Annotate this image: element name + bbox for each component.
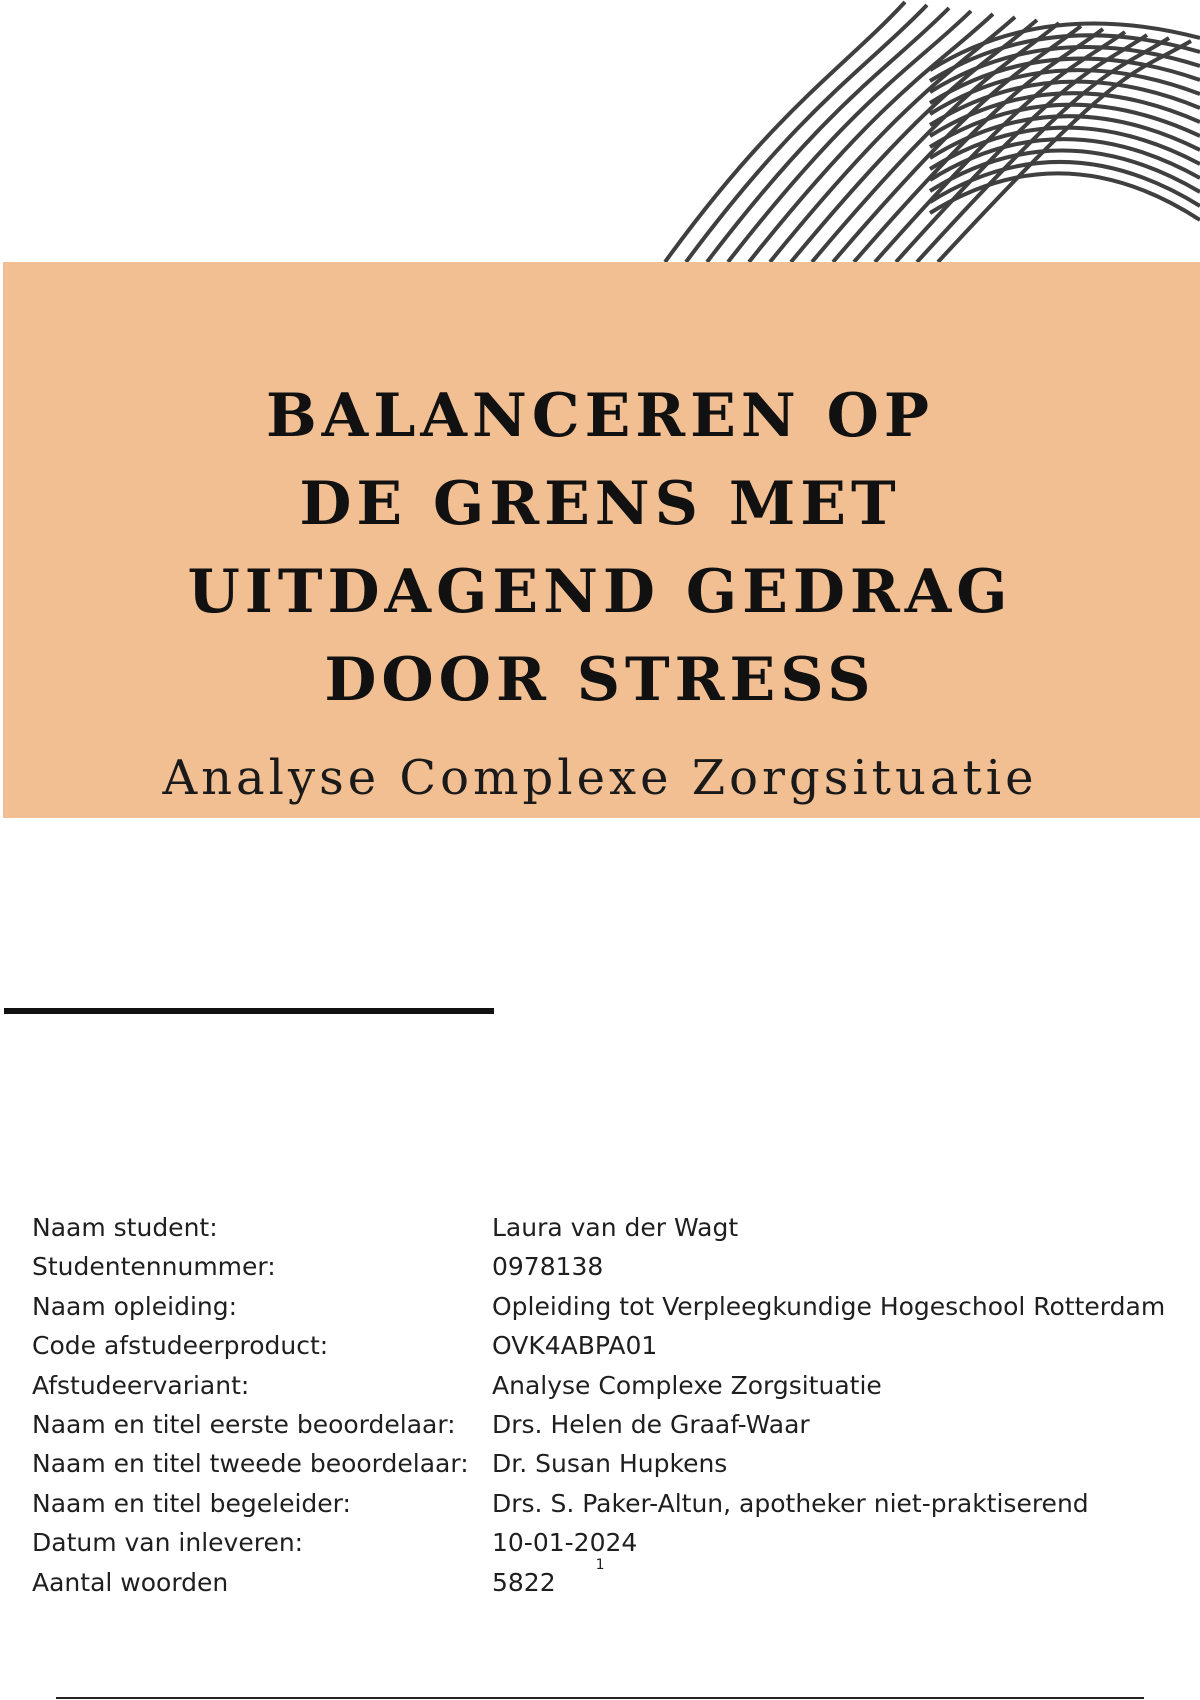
info-value: 10-01-2024	[492, 1528, 638, 1558]
footnote-marker: 1	[595, 1556, 605, 1573]
wave-lines-graphic	[0, 0, 1200, 262]
document-subtitle: Analyse Complexe Zorgsituatie	[162, 750, 1038, 806]
wave-line	[770, 17, 1015, 262]
info-row-submission-date	[32, 1523, 1200, 1562]
info-value: Opleiding tot Verpleegkundige Hogeschool Rotterdam	[492, 1291, 1166, 1321]
info-value: Drs. Helen de Graaf-Waar	[492, 1409, 810, 1439]
wave-line	[791, 20, 1037, 262]
word-count-value: 5822	[492, 1567, 556, 1597]
title-line-2: DE GRENS MET	[299, 469, 901, 539]
info-row-second-assessor	[32, 1444, 1200, 1483]
info-label: Naam en titel eerste beoordelaar:	[32, 1409, 456, 1439]
divider-line	[4, 1008, 494, 1014]
info-row-supervisor	[32, 1484, 1200, 1523]
info-label: Aantal woorden	[32, 1567, 229, 1597]
info-value: OVK4ABPA01	[492, 1331, 658, 1361]
title-line-3: UITDAGEND GEDRAG	[187, 557, 1013, 627]
info-value: Laura van der Wagt	[492, 1213, 739, 1242]
wave-line	[686, 5, 927, 262]
info-value: Drs. S. Paker-Altun, apotheker niet-praktiserend	[492, 1488, 1089, 1518]
title-line-4: DOOR STRESS	[324, 645, 876, 715]
info-label: Naam en titel begeleider:	[32, 1488, 351, 1518]
info-label: Datum van inleveren:	[32, 1528, 304, 1558]
student-info-table	[32, 1208, 1200, 1602]
info-label: Naam student:	[32, 1213, 218, 1242]
info-label: Naam en titel tweede beoordelaar:	[32, 1449, 469, 1479]
document-title	[0, 372, 1200, 724]
info-row-product-code	[32, 1326, 1200, 1365]
info-value	[492, 1556, 1200, 1602]
info-value: 0978138	[492, 1252, 604, 1282]
info-label: Code afstudeerproduct:	[32, 1331, 329, 1361]
title-line-1: BALANCEREN OP	[265, 381, 935, 451]
info-row-student-number	[32, 1247, 1200, 1286]
info-label: Studentennummer:	[32, 1252, 276, 1282]
info-row-word-count	[32, 1556, 1200, 1602]
wave-line	[749, 14, 993, 262]
info-label: Naam opleiding:	[32, 1291, 238, 1321]
info-value: Analyse Complexe Zorgsituatie	[492, 1370, 882, 1400]
wave-line	[707, 8, 949, 262]
footnote-separator	[56, 1697, 1144, 1699]
info-row-program	[32, 1287, 1200, 1326]
info-label: Afstudeervariant:	[32, 1370, 250, 1400]
info-row-first-assessor	[32, 1405, 1200, 1444]
info-row-variant	[32, 1366, 1200, 1405]
wave-line	[728, 11, 971, 262]
info-value: Dr. Susan Hupkens	[492, 1449, 728, 1479]
info-row-student-name	[32, 1208, 1200, 1247]
